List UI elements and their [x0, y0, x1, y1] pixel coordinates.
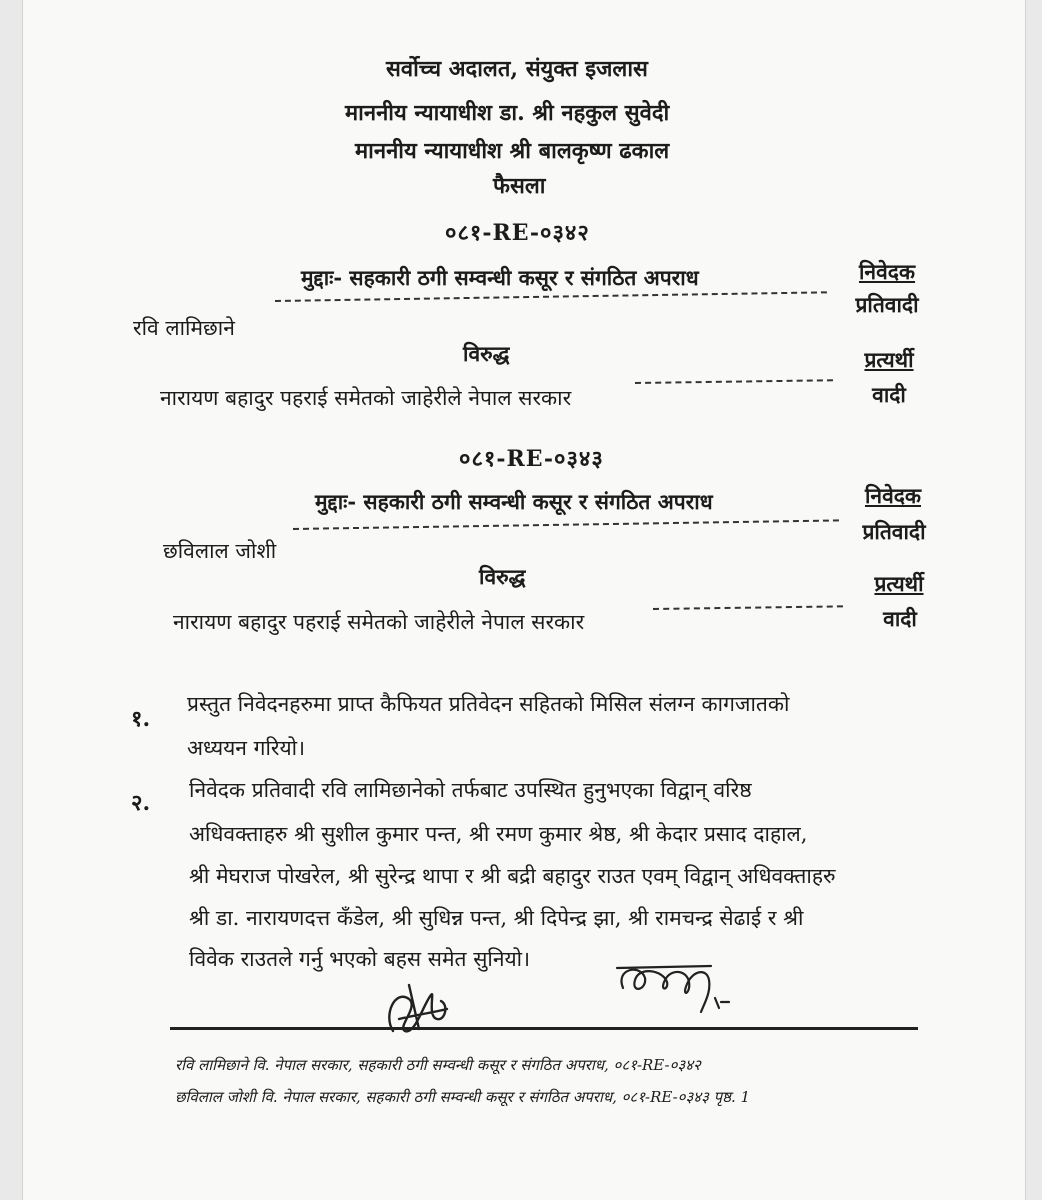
paragraph-2-line: निवेदक प्रतिवादी रवि लामिछानेको तर्फबाट उपस्थित हुनुभएका विद्वान् वरिष्ठ — [189, 778, 752, 802]
judge-1: माननीय न्यायाधीश डा. श्री नहकुल सुवेदी — [345, 100, 670, 126]
judge-signature-left — [375, 975, 461, 1041]
paragraph-2-line: विवेक राउतले गर्नु भएको बहस समेत सुनियो। — [189, 947, 531, 971]
case-subject-2: मुद्दाः- सहकारी ठगी सम्वन्धी कसूर र संगठित अपराध — [315, 489, 713, 514]
leader-dots — [275, 291, 827, 302]
footer-citation-2: छविलाल जोशी वि. नेपाल सरकार, सहकारी ठगी सम्वन्धी कसूर र संगठित अपराध, ०८१-RE-०३४३ पृष्ठ. 1 — [175, 1088, 751, 1106]
footer-citation-1: रवि लामिछाने वि. नेपाल सरकार, सहकारी ठगी सम्वन्धी कसूर र संगठित अपराध, ०८१-RE-०३४२ — [175, 1056, 701, 1074]
petitioner-name-1: रवि लामिछाने — [133, 316, 235, 340]
petitioner-name-2: छविलाल जोशी — [163, 539, 277, 563]
case-number-1: ०८१-RE-०३४२ — [445, 220, 590, 246]
document-page — [22, 0, 1026, 1200]
judge-2: माननीय न्यायाधीश श्री बालकृष्ण ढकाल — [355, 138, 670, 164]
leader-dots — [635, 379, 833, 384]
case-number-2: ०८१-RE-०३४३ — [459, 446, 604, 472]
versus-2: विरुद्ध — [479, 564, 526, 589]
case-subject-1: मुद्दाः- सहकारी ठगी सम्वन्धी कसूर र संगठित अपराध — [301, 265, 699, 290]
judge-signature-right — [611, 958, 731, 1028]
petitioner-role2-1: प्रतिवादी — [855, 292, 919, 317]
leader-dots — [653, 605, 843, 610]
petitioner-role-2: निवेदक — [864, 483, 922, 508]
paragraph-2-line: श्री डा. नारायणदत्त कँडेल, श्री सुधिन्न पन्त, श्री दिपेन्द्र झा, श्री रामचन्द्र सेढाई र श्री — [189, 906, 804, 930]
document-type: फैसला — [493, 173, 546, 199]
petitioner-role-1: निवेदक — [858, 259, 916, 284]
paragraph-2-line: श्री मेघराज पोखरेल, श्री सुरेन्द्र थापा र श्री बद्री बहादुर राउत एवम् विद्वान् अधिवक्ताहरु — [189, 864, 836, 888]
paragraph-number-2: २. — [131, 790, 151, 816]
footer-rule — [170, 1027, 918, 1030]
paragraph-1-line: प्रस्तुत निवेदनहरुमा प्राप्त कैफियत प्रतिवेदन सहितको मिसिल संलग्न कागजातको — [187, 692, 790, 716]
versus-1: विरुद्ध — [463, 341, 510, 366]
respondent-role2-2: वादी — [883, 606, 917, 631]
leader-dots — [293, 519, 839, 530]
respondent-role2-1: वादी — [872, 382, 906, 407]
respondent-role-1: प्रत्यर्थी — [864, 347, 914, 372]
paragraph-number-1: १. — [131, 706, 151, 732]
court-name: सर्वोच्च अदालत, संयुक्त इजलास — [386, 56, 648, 82]
respondent-name-2: नारायण बहादुर पहराई समेतको जाहेरीले नेपाल सरकार — [173, 610, 585, 634]
paragraph-1-line: अध्ययन गरियो। — [187, 736, 306, 760]
paragraph-2-line: अधिवक्ताहरु श्री सुशील कुमार पन्त, श्री रमण कुमार श्रेष्ठ, श्री केदार प्रसाद दाहाल, — [189, 822, 808, 846]
respondent-role-2: प्रत्यर्थी — [874, 571, 924, 596]
petitioner-role2-2: प्रतिवादी — [862, 519, 926, 544]
respondent-name-1: नारायण बहादुर पहराई समेतको जाहेरीले नेपाल सरकार — [160, 386, 572, 410]
